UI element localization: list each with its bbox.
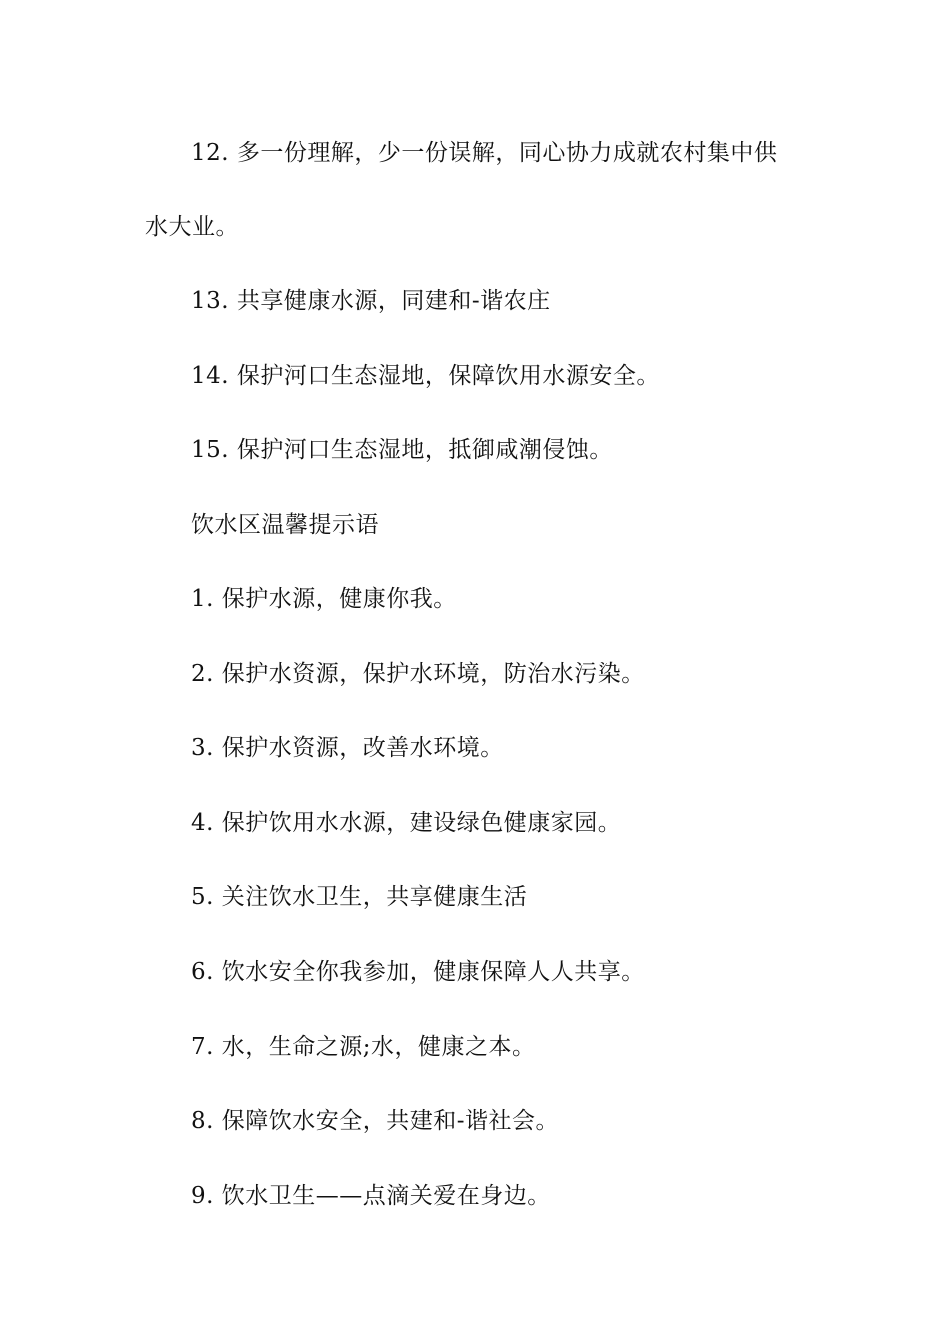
tip-4: 4. 保护饮用水水源，建设绿色健康家园。 bbox=[191, 810, 622, 836]
section-heading: 饮水区温馨提示语 bbox=[191, 512, 379, 538]
slogan-13: 13. 共享健康水源，同建和-谐农庄 bbox=[191, 288, 551, 314]
tip-2: 2. 保护水资源，保护水环境，防治水污染。 bbox=[191, 661, 645, 687]
slogan-12-line-2: 水大业。 bbox=[145, 214, 239, 240]
tip-3: 3. 保护水资源，改善水环境。 bbox=[191, 735, 504, 761]
slogan-14: 14. 保护河口生态湿地，保障饮用水源安全。 bbox=[191, 363, 660, 389]
tip-1: 1. 保护水源，健康你我。 bbox=[191, 586, 457, 612]
tip-7: 7. 水，生命之源;水，健康之本。 bbox=[191, 1034, 536, 1060]
tip-5: 5. 关注饮水卫生，共享健康生活 bbox=[191, 884, 528, 910]
tip-8: 8. 保障饮水安全，共建和-谐社会。 bbox=[191, 1108, 560, 1134]
slogan-15: 15. 保护河口生态湿地，抵御咸潮侵蚀。 bbox=[191, 437, 613, 463]
tip-6: 6. 饮水安全你我参加，健康保障人人共享。 bbox=[191, 959, 645, 985]
slogan-12-line-1: 12. 多一份理解，少一份误解，同心协力成就农村集中供 bbox=[191, 140, 778, 166]
tip-9: 9. 饮水卫生——点滴关爱在身边。 bbox=[191, 1183, 551, 1209]
